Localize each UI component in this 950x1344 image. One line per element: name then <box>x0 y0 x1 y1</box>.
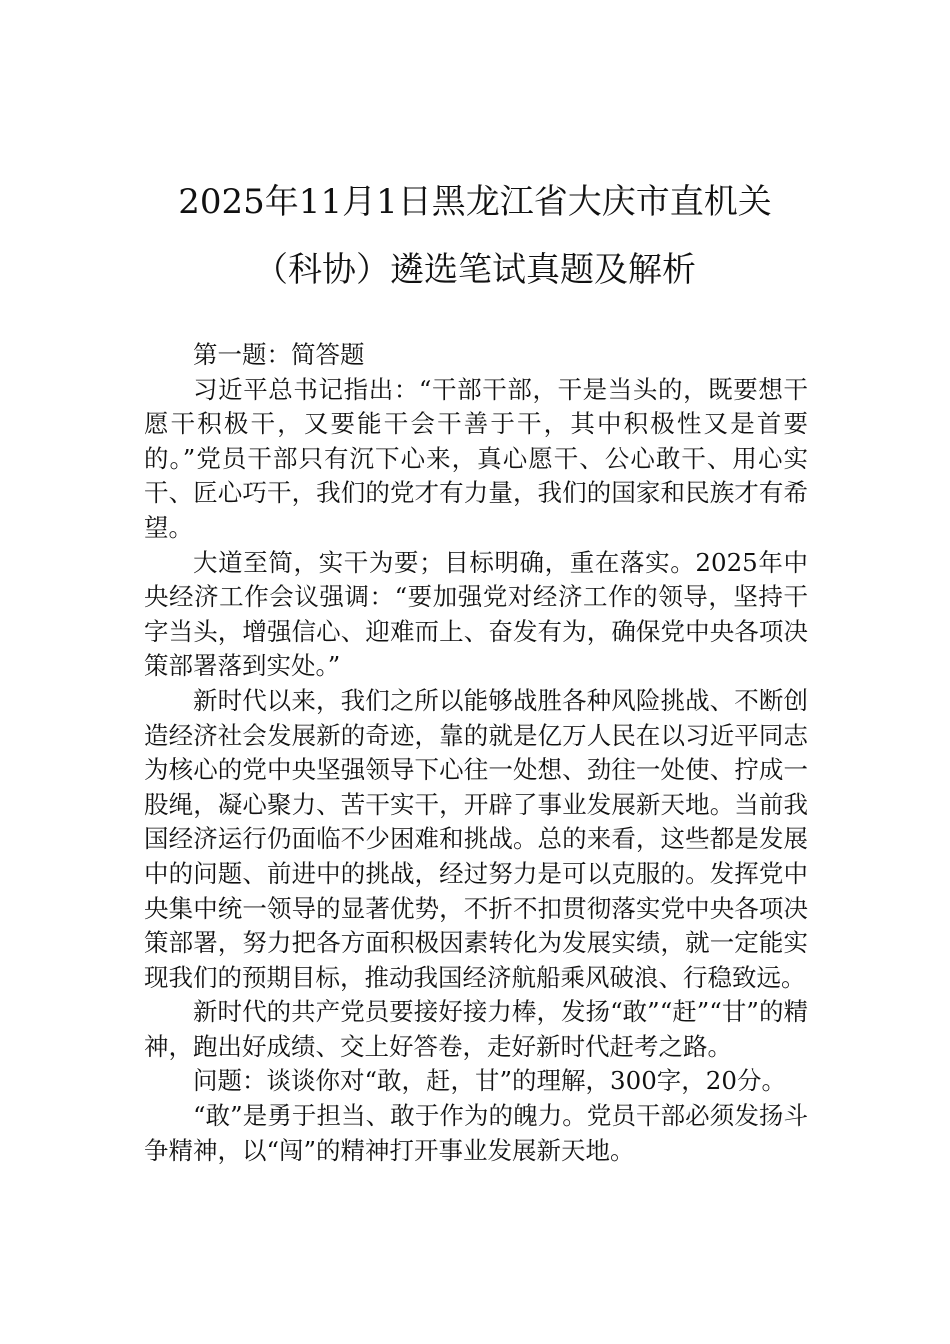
section-heading: 第一题：简答题 <box>193 340 365 369</box>
paragraph-new-era: 新时代以来，我们之所以能够战胜各种风险挑战、不断创造经济社会发展新的奇迹，靠的就是亿万人民在以习近平同志为核心的党中央坚强领导下心往一处想、劲往一处使、拧成一股绳，凝心聚力、苦干实干，开辟了事业发展新天地。当前我国经济运行仍面临不少困难和挑战。总的来看，这些都是发展中的问题、前进中的挑战，经过努力是可以克服的。发挥党中央集中统一领导的显著优势，不折不扣贯彻落实党中央各项决策部署，努力把各方面积极因素转化为发展实绩，就一定能实现我们的预期目标，推动我国经济航船乘风破浪、行稳致远。 <box>144 685 808 992</box>
document-title-line-2: （科协）遴选笔试真题及解析 <box>254 250 696 290</box>
paragraph-quote-xi: 习近平总书记指出：“干部干部，干是当头的，既要想干愿干积极干，又要能干会干善于干，其中积极性又是首要的。”党员干部只有沉下心来，真心愿干、公心敢干、用心实干、匠心巧干，我们的党才有力量，我们的国家和民族才有希望。 <box>144 374 808 542</box>
document-body <box>144 338 808 1168</box>
paragraph-relay: 新时代的共产党员要接好接力棒，发扬“敢”“赶”“甘”的精神，跑出好成绩、交上好答卷，走好新时代赶考之路。 <box>144 997 808 1061</box>
paragraph-economic-conference: 大道至简，实干为要；目标明确，重在落实。2025年中央经济工作会议强调：“要加强党对经济工作的领导，坚持干字当头，增强信心、迎难而上、奋发有为，确保党中央各项决策部署落到实处。” <box>144 547 808 681</box>
question-prompt: 问题：谈谈你对“敢，赶，甘”的理解，300字，20分。 <box>193 1066 786 1096</box>
document-title-line-1: 2025年11月1日黑龙江省大庆市直机关 <box>178 182 772 222</box>
answer-paragraph: “敢”是勇于担当、敢于作为的魄力。党员干部必须发扬斗争精神，以“闯”的精神打开事业发展新天地。 <box>144 1101 808 1165</box>
